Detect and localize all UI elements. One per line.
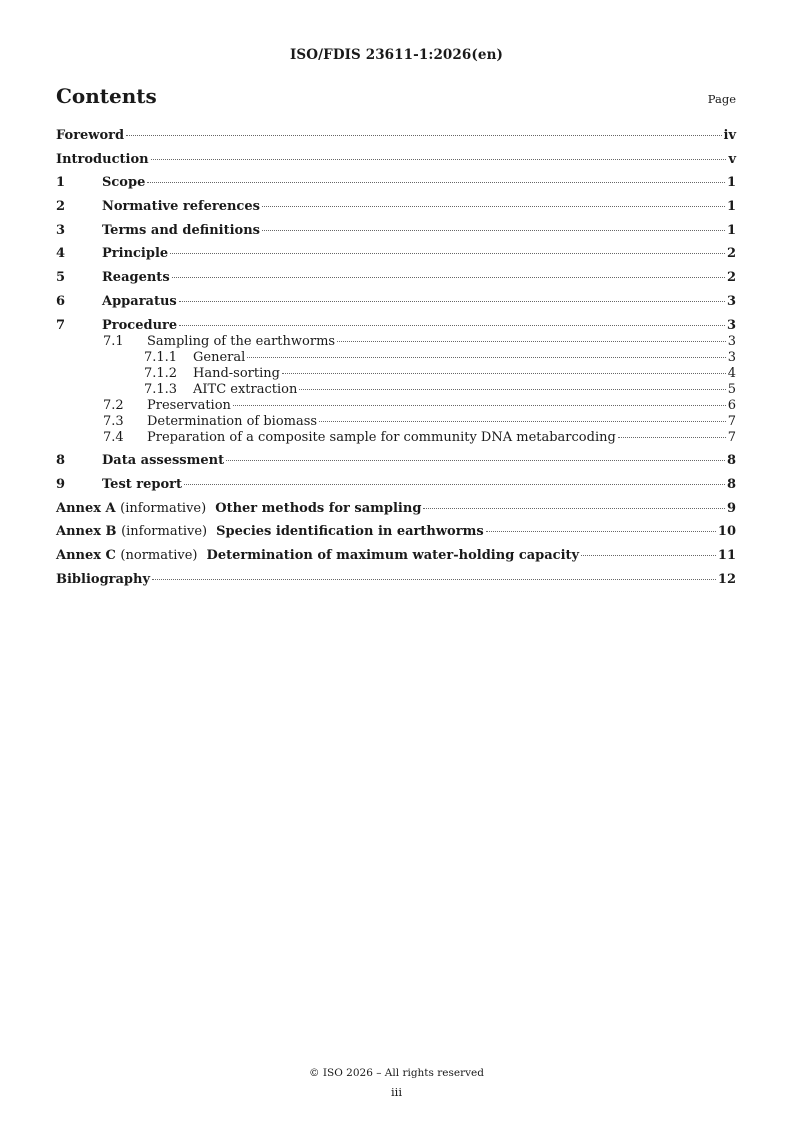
toc-entry-general[interactable] [56, 350, 736, 366]
toc-title: Terms and definitions [102, 222, 260, 238]
dot-leader [581, 555, 716, 556]
toc-title: Principle [102, 246, 169, 262]
toc-title: Procedure [102, 317, 178, 333]
dot-leader [319, 421, 726, 422]
toc-number: 7.3 [103, 413, 124, 429]
toc-title: Bibliography [56, 571, 151, 587]
toc-entry-procedure[interactable] [56, 318, 736, 334]
toc-entry-introduction[interactable] [56, 152, 736, 168]
toc-title: Preparation of a composite sample for community DNA metabarcoding [147, 429, 616, 445]
toc-number: 7.4 [103, 429, 124, 445]
toc-title: Foreword [56, 128, 125, 143]
toc-entry-annex-a[interactable] [56, 501, 736, 517]
toc-entry-annex-c[interactable] [56, 548, 736, 564]
contents-title: Contents [56, 84, 157, 108]
annex-type: (informative) [120, 500, 207, 516]
toc-title: Determination of biomass [147, 413, 318, 429]
toc-entry-determination-of-biomass[interactable] [56, 414, 736, 430]
dot-leader [147, 182, 725, 183]
toc-page: 7 [727, 429, 736, 445]
toc-title: Apparatus [102, 293, 177, 309]
toc-entry-foreword[interactable] [56, 128, 736, 144]
toc-page: 3 [726, 317, 736, 333]
document-id-header: ISO/FDIS 23611-1:2026(en) [289, 47, 503, 63]
toc-title: Scope [102, 175, 146, 191]
toc-entry-normative-references[interactable] [56, 199, 736, 215]
toc-title: Hand-sorting [193, 365, 280, 381]
dot-leader [282, 373, 726, 374]
dot-leader [262, 230, 725, 231]
dot-leader [423, 508, 725, 509]
toc-number: 6 [56, 293, 66, 309]
dot-leader [299, 389, 725, 390]
dot-leader [126, 135, 721, 136]
dot-leader [247, 357, 725, 358]
toc-page: 2 [726, 246, 736, 262]
toc-number: 7.1.3 [144, 381, 178, 397]
dot-leader [262, 206, 725, 207]
toc-entry-test-report[interactable] [56, 477, 736, 493]
toc-page: 2 [726, 270, 736, 286]
toc-title: Reagents [102, 270, 170, 286]
toc-title: Species identification in earthworms [216, 524, 484, 540]
toc-title: General [193, 349, 246, 365]
toc-number: 2 [56, 199, 66, 215]
dot-leader [151, 159, 727, 160]
toc-page: v [728, 151, 736, 167]
toc-page: 11 [717, 547, 736, 563]
toc-number: 7.1.1 [144, 349, 178, 365]
toc-title: Sampling of the earthworms [147, 333, 336, 349]
annex-label: Annex C [56, 547, 116, 563]
toc-page: 3 [727, 349, 736, 365]
toc-entry-reagents[interactable] [56, 270, 736, 286]
page-column-label: Page [707, 92, 736, 106]
annex-type: (normative) [120, 547, 198, 563]
dot-leader [170, 253, 725, 254]
dot-leader [152, 579, 716, 580]
toc-page: 5 [727, 381, 736, 397]
toc-page: 3 [727, 333, 736, 349]
toc-page: 1 [726, 199, 736, 215]
toc-title: Introduction [56, 151, 149, 167]
toc-number: 7.1.2 [144, 365, 178, 381]
toc-title: Other methods for sampling [215, 500, 422, 516]
annex-label: Annex B [56, 524, 117, 540]
toc-entry-apparatus[interactable] [56, 294, 736, 310]
toc-number: 1 [56, 175, 66, 191]
toc-number: 8 [56, 453, 66, 469]
toc-page: 1 [726, 222, 736, 238]
toc-entry-data-assessment[interactable] [56, 453, 736, 469]
toc-entry-preservation[interactable] [56, 398, 736, 414]
toc-page: 9 [726, 500, 736, 516]
toc-number: 7.1 [103, 333, 124, 349]
toc-entry-annex-b[interactable] [56, 524, 736, 540]
annex-type: (informative) [121, 524, 208, 540]
dot-leader [179, 325, 725, 326]
toc-entry-terms-and-definitions[interactable] [56, 223, 736, 239]
dot-leader [179, 301, 725, 302]
dot-leader [226, 460, 725, 461]
toc-entry-scope[interactable] [56, 175, 736, 191]
annex-label: Annex A [56, 500, 116, 516]
toc-number: 7 [56, 317, 66, 333]
toc-page: 6 [727, 397, 736, 413]
toc-title: Test report [102, 476, 183, 492]
toc-entry-hand-sorting[interactable] [56, 366, 736, 382]
toc-title: Normative references [102, 199, 260, 215]
toc-entry-aitc-extraction[interactable] [56, 382, 736, 398]
toc-number: 7.2 [103, 397, 124, 413]
toc-number: 3 [56, 222, 66, 238]
toc-page: 8 [726, 476, 736, 492]
page-number: iii [390, 1085, 403, 1099]
toc-page: 10 [717, 524, 736, 540]
copyright-footer: © ISO 2026 – All rights reserved [309, 1067, 484, 1079]
toc-title: Determination of maximum water-holding capacity [206, 547, 580, 563]
toc-page: 1 [726, 175, 736, 191]
toc-page: iv [723, 128, 736, 143]
toc-title: Data assessment [102, 453, 225, 469]
toc-title: AITC extraction [193, 381, 298, 397]
toc-page: 12 [717, 571, 736, 587]
dot-leader [486, 531, 716, 532]
toc-number: 5 [56, 270, 66, 286]
toc-entry-bibliography[interactable] [56, 572, 736, 588]
dot-leader [233, 405, 726, 406]
dot-leader [184, 484, 725, 485]
dot-leader [337, 341, 726, 342]
toc-entry-sampling-of-the-earthworms[interactable] [56, 334, 736, 350]
toc-page: 4 [727, 365, 736, 381]
dot-leader [618, 437, 726, 438]
table-of-contents [56, 128, 736, 588]
toc-page: 7 [727, 413, 736, 429]
toc-entry-composite-sample[interactable] [56, 430, 736, 446]
dot-leader [172, 277, 725, 278]
toc-number: 9 [56, 476, 66, 492]
toc-page: 3 [726, 293, 736, 309]
toc-title: Preservation [147, 397, 231, 413]
toc-number: 4 [56, 246, 66, 262]
toc-page: 8 [726, 453, 736, 469]
toc-entry-principle[interactable] [56, 246, 736, 262]
